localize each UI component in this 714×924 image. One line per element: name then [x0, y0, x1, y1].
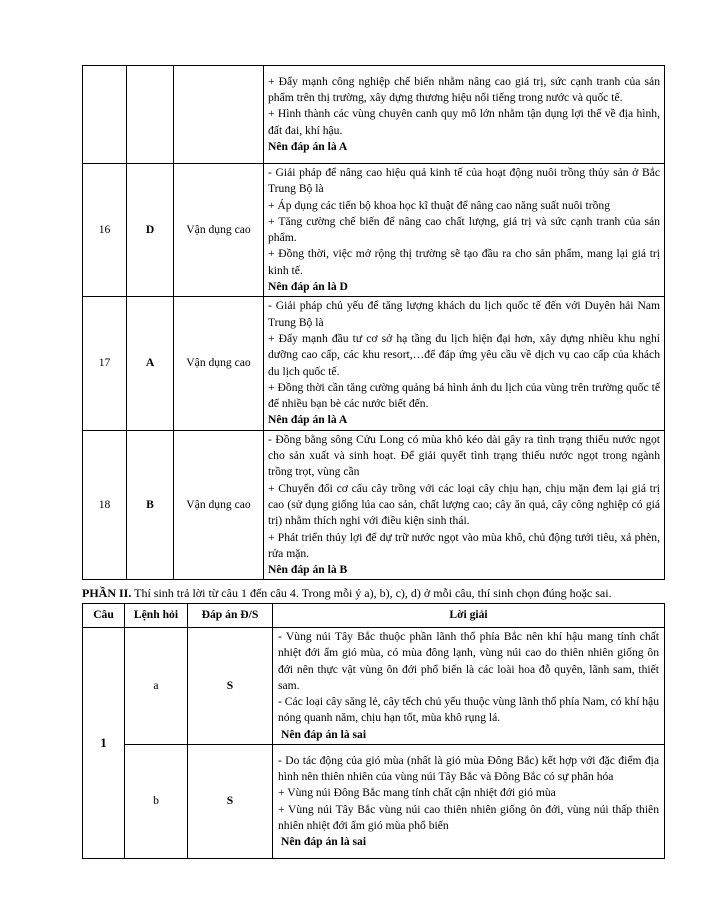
true-false-cell: S: [188, 745, 273, 859]
conclusion-text: Nên đáp án là A: [268, 413, 348, 427]
explanation-line: - Các loại cây săng lẻ, cây tếch chủ yếu thuộc vùng lãnh thổ phía Nam, có khí hậu nóng quanh năm, chịu hạn tốt, mùa khô rụng lá.: [278, 695, 659, 725]
explanation-cell: [273, 628, 665, 745]
table-row: [83, 628, 665, 745]
explanation-line: + Đẩy mạnh đầu tư cơ sở hạ tầng du lịch hiện đại hơn, xây dựng nhiều khu nghỉ dưỡng cao cấp, các khu resort,…để đáp ứng yêu cầu về dịch vụ cao cấp của khách du lịch quốc tế.: [268, 331, 660, 378]
answer-cell: [127, 66, 174, 164]
table-header-row: [83, 604, 665, 628]
level-cell: Vận dụng cao: [174, 430, 264, 580]
explanation-line: + Phát triển thủy lợi để dự trữ nước ngọt vào mùa khô, chủ động tưới tiêu, xả phèn, rửa mặn.: [268, 530, 660, 560]
part1-answer-table: [82, 65, 665, 580]
table-row: [83, 164, 665, 297]
explanation-line: - Đồng bằng sông Cửu Long có mùa khô kéo dài gây ra tình trạng thiếu nước ngọt cho sản xuất và sinh hoạt. Để giải quyết tình trạng thiếu nước ngọt trong ngành trồng trọt, vùng cần: [268, 432, 660, 479]
conclusion-text: Nên đáp án là sai: [281, 727, 367, 741]
item-cell: a: [125, 628, 188, 745]
level-cell: Vận dụng cao: [174, 164, 264, 297]
explanation-line: + Vùng núi Đông Bắc mang tính chất cận nhiệt đới gió mùa: [278, 786, 556, 800]
explanation-line: - Giải pháp để nâng cao hiệu quả kinh tế của hoạt động nuôi trồng thủy sản ở Bắc Trung Bộ là: [268, 166, 660, 196]
part2-title: PHẦN II.: [82, 586, 132, 600]
explanation-line: - Vùng núi Tây Bắc thuộc phần lãnh thổ phía Bắc nên khí hậu mang tính chất nhiệt đới ẩm gió mùa, có mùa đông lạnh, vùng núi cao do thiên nhiên giống ôn đới nên thực vật vùng ôn đới phổ biến là các loài hoa đỗ quyên, lãnh sam, thiết sam.: [278, 630, 659, 692]
explanation-cell: [264, 164, 665, 297]
question-column-header: Câu: [83, 604, 125, 628]
explanation-line: + Áp dụng các tiến bộ khoa học kĩ thuật để nâng cao năng suất nuôi trồng: [268, 198, 611, 212]
level-cell: [174, 66, 264, 164]
explanation-cell: [264, 66, 665, 164]
part2-heading: [82, 585, 612, 601]
explanation-column-header: Lời giải: [273, 604, 665, 628]
part2-answer-table: [82, 603, 665, 859]
part2-instruction: Thí sinh trả lời từ câu 1 đến câu 4. Trong mỗi ý a), b), c), d) ở mỗi câu, thí sinh chọn đúng hoặc sai.: [131, 586, 612, 600]
table-row: [83, 66, 665, 164]
explanation-line: - Do tác động của gió mùa (nhất là gió mùa Đông Bắc) kết hợp với đặc điểm địa hình nên thiên nhiên của vùng núi Tây Bắc và Đông Bắc có sự phân hóa: [278, 753, 659, 783]
question-number-cell: 1: [83, 628, 125, 859]
true-false-cell: S: [188, 628, 273, 745]
table-row: [83, 297, 665, 430]
level-cell: Vận dụng cao: [174, 297, 264, 430]
explanation-line: + Đẩy mạnh công nghiệp chế biến nhằm nâng cao giá trị, sức cạnh tranh của sản phẩm trên thị trường, xây dựng thương hiệu nổi tiếng trong nước và quốc tế.: [268, 74, 660, 105]
question-number-cell: [83, 66, 127, 164]
question-number-cell: 17: [83, 297, 127, 430]
conclusion-text: Nên đáp án là B: [268, 563, 348, 577]
explanation-cell: [273, 745, 665, 859]
explanation-line: + Đồng thời cần tăng cường quảng bá hình ảnh du lịch của vùng trên trường quốc tế để nhiều bạn bè các nước biết đến.: [268, 380, 660, 411]
conclusion-text: Nên đáp án là sai: [281, 835, 367, 849]
explanation-line: + Chuyển đổi cơ cấu cây trồng với các loại cây chịu hạn, chịu mặn đem lại giá trị cao (sử dụng giống lúa cao sản, chất lượng cao; cây ăn quả, cây công nghiệp có giá trị) nhằm thích nghi với điều kiện sinh thái.: [268, 481, 660, 528]
answer-cell: B: [127, 430, 174, 580]
explanation-cell: [264, 430, 665, 580]
explanation-line: + Vùng núi Tây Bắc vùng núi cao thiên nhiên giống ôn đới, vùng núi thấp thiên nhiên nhiệt đới ẩm gió mùa phổ biến: [278, 802, 659, 832]
conclusion-text: Nên đáp án là D: [268, 280, 348, 294]
conclusion-text: Nên đáp án là A: [268, 139, 348, 153]
explanation-line: + Hình thành các vùng chuyên canh quy mô lớn nhằm tận dụng lợi thế về địa hình, đất đai, khí hậu.: [268, 107, 660, 137]
explanation-line: - Giải pháp chủ yếu để tăng lượng khách du lịch quốc tế đến với Duyên hải Nam Trung Bộ là: [268, 299, 660, 329]
question-number-cell: 18: [83, 430, 127, 580]
table-row: [83, 745, 665, 859]
question-number-cell: 16: [83, 164, 127, 297]
item-column-header: Lệnh hỏi: [125, 604, 188, 628]
explanation-cell: [264, 297, 665, 430]
item-cell: b: [125, 745, 188, 859]
answer-column-header: Đáp án Đ/S: [188, 604, 273, 628]
explanation-line: + Tăng cường chế biến để nâng cao chất lượng, giá trị và sức cạnh tranh của sản phẩm.: [268, 214, 660, 245]
answer-cell: D: [127, 164, 174, 297]
answer-cell: A: [127, 297, 174, 430]
table-row: [83, 430, 665, 580]
explanation-line: + Đồng thời, việc mở rộng thị trường sẽ tạo đầu ra cho sản phẩm, mang lại giá trị kinh tế.: [268, 247, 660, 277]
